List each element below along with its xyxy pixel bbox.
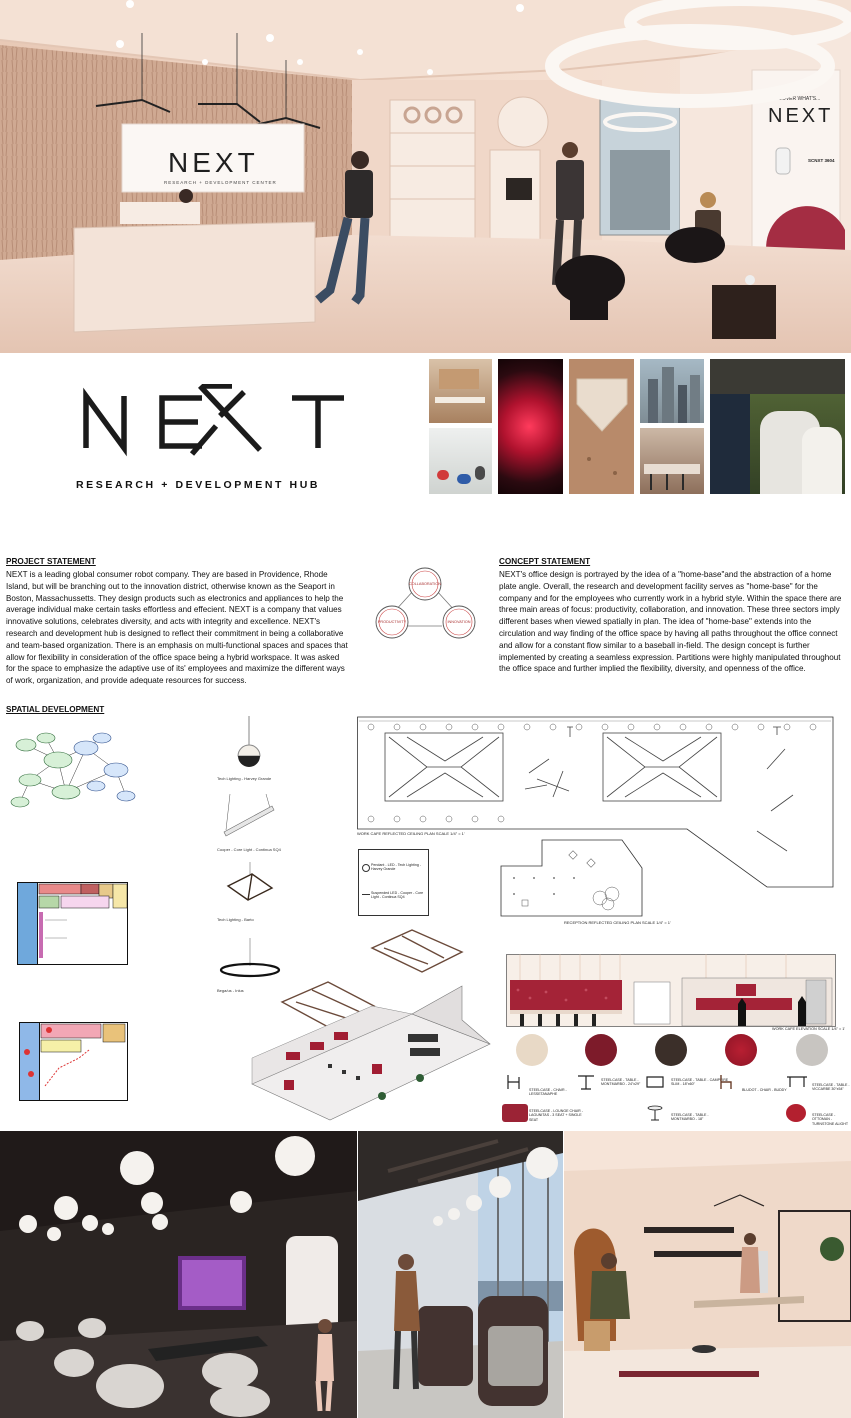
linear-suspended-icon — [220, 794, 280, 840]
brand-logo — [82, 384, 362, 458]
triad-label-collaboration: COLLABORATION — [409, 582, 441, 586]
swatch-grey-felt — [796, 1034, 828, 1066]
reception-plan-drawing — [500, 838, 690, 918]
poster-model: SCNXT 3604 — [808, 158, 835, 163]
triad-circles — [372, 566, 478, 640]
next-logo-mark — [82, 384, 362, 458]
furniture-pedestal-icon — [646, 1104, 664, 1122]
mood-image-baseball-dugout — [710, 359, 845, 494]
work-cafe-axonometric — [232, 924, 510, 1130]
swatch-red-fabric — [725, 1034, 757, 1066]
geometric-pendant-icon — [222, 862, 280, 912]
mood-image-kitchen — [429, 359, 492, 423]
furniture-chair-icon — [505, 1073, 523, 1091]
legend-suspended-text: Suspended LED - Cooper - Core Light - Continua SQ4 — [371, 891, 424, 900]
furniture-label-3: STEELCASE - TABLE - CAMPFIRE SLIM - 18"x60" — [671, 1078, 729, 1087]
window-lounge-render — [358, 1131, 563, 1418]
furniture-label-5: STEELCASE - TABLE - VICCARBE 30"x54" — [812, 1083, 850, 1092]
block-plan-1 — [17, 882, 129, 966]
hero-render — [0, 0, 851, 353]
ceiling-legend-box — [358, 849, 429, 916]
concept-statement-heading: CONCEPT STATEMENT — [499, 557, 591, 566]
poster-logo: NEXT — [768, 105, 834, 127]
light-label-2: Cooper - Core Light - Continua SQ4 — [217, 847, 281, 852]
lobby-render-illustration — [0, 0, 851, 353]
triad-label-productivity: PRODUCTIVITY — [377, 620, 407, 624]
bottom-renders — [0, 1131, 851, 1418]
furniture-ottoman-icon — [786, 1104, 806, 1122]
furniture-lounge-icon — [502, 1104, 528, 1122]
mood-image-skyline — [640, 359, 704, 423]
poster-top-text: DISCOVER WHAT'S... — [770, 96, 821, 102]
suspended-symbol-icon — [362, 894, 370, 895]
mood-image-bar — [640, 428, 704, 494]
swatch-walnut — [655, 1034, 687, 1066]
legend-pendant-text: Pendant - LED - Tech Lighting - Harvey Grande — [371, 863, 422, 872]
work-cafe-plan-label: WORK CAFE REFLECTED CEILING PLAN SCALE 1/4" = 1' — [357, 831, 465, 836]
concept-triad-diagram — [372, 566, 478, 640]
adjacency-bubbles — [6, 730, 138, 814]
furniture-label-7: STEELCASE - TABLE - MONTMARBO - 18" — [671, 1113, 709, 1122]
furniture-table-icon — [577, 1073, 595, 1091]
dark-cafe-render — [0, 1131, 357, 1418]
spatial-development-heading: SPATIAL DEVELOPMENT — [6, 705, 105, 714]
furniture-label-1: STEELCASE - CHAIR - LESSETANAPHE — [529, 1088, 567, 1097]
light-fixture-1 — [222, 716, 302, 776]
home-plate-shape — [569, 359, 634, 494]
work-cafe-elevation — [506, 954, 846, 1034]
furniture-bench-icon — [646, 1073, 664, 1091]
swatch-oak — [516, 1034, 548, 1066]
project-statement-heading: PROJECT STATEMENT — [6, 557, 96, 566]
light-label-1: Tech Lighting - Harvey Grande — [217, 776, 272, 781]
office-render — [564, 1131, 851, 1418]
furniture-label-2: STEELCASE - TABLE - MONTMARBO - 24"x29" — [601, 1078, 641, 1087]
elevation-drawing — [506, 954, 836, 1028]
block-plan-diagram — [17, 882, 129, 966]
furniture-label-4: BLUDOT - CHAIR - BUDDY — [742, 1088, 787, 1092]
sign-subtitle: RESEARCH + DEVELOPMENT CENTER — [164, 180, 277, 185]
mood-image-lounge — [429, 428, 492, 494]
furniture-label-6: STEELCASE - LOUNGE CHAIR - LAGUNITAS - 3 SEAT + SINGLE SEAT — [529, 1109, 583, 1122]
pendant-globe-icon — [222, 716, 302, 776]
triad-label-innovation: INNOVATION — [447, 620, 471, 624]
reception-plan-label: RECEPTION REFLECTED CEILING PLAN SCALE 1/4" = 1' — [564, 920, 671, 925]
block-plan-2 — [19, 1022, 129, 1102]
reception-ceiling-plan — [500, 838, 690, 930]
brand-tagline: RESEARCH + DEVELOPMENT HUB — [76, 479, 321, 491]
mood-image-red-powder — [498, 359, 563, 494]
furniture-label-8: STEELCASE - OTTOMAN - TURNSTONE ALIGHT — [812, 1113, 849, 1126]
furniture-wood-chair-icon — [717, 1073, 735, 1091]
light-label-3: Tech Lighting - Barto — [217, 917, 254, 922]
sign-logo: NEXT — [168, 147, 259, 178]
light-fixture-2 — [220, 794, 280, 840]
furniture-long-table-icon — [786, 1073, 808, 1091]
circulation-plan-diagram — [19, 1022, 129, 1102]
pendant-symbol-icon — [362, 864, 370, 872]
axonometric-drawing — [232, 924, 510, 1130]
project-statement-text: NEXT is a leading global consumer robot company. They are based in Providence, Rhode Island, but will be branching out to the innovation district, otherwise known as the Seaport in Boston, Massachussetts. They design products such as electronics and appliances to help the average individual make certain tasks effortless and effecient. NEXT is a company that values innovative solutions, celebrates diversity, and acts with integrity and excellence. NEXT's research and development hub is designed to reflect their commitment in being a collaborative and team-based organization. There is an emphasis on multi-functional spaces and spaces that allow for flexibility in consideration of the office space being a hybrid workspace. It was asked for the space to emphasize the adaptive use of its' employees and maximize the different ways of work, organization, and provide adequate resources for success. — [6, 570, 348, 686]
light-fixture-3 — [222, 862, 280, 912]
elevation-label: WORK CAFE ELEVATION SCALE 1/4" = 1' — [772, 1027, 846, 1031]
bubble-diagram — [6, 730, 138, 814]
light-label-4: Bega/us - Inlus — [217, 988, 244, 993]
concept-statement-text: NEXT's office design is portrayed by the idea of a "home-base"and the abstraction of a home plate angle. Overall, the research and development facility serves as "home-base" for the company and for the employees who currently work in a hybrid style. Within the space there are three main areas of focus: productivity, collaboration, and innovation. These three sectors imply different bases when viewed spatially in plan. The idea of "home-base" extends into the circulation and way finding of the office space by having all paths throughout the office connect and allow for a constant flow similar to a baseball in-field. The design concept is further implemented by creating a seamless expression. Partitions were highly manipulated throughout the office space and further implied the flexibility, diversity, and openness of the office. — [499, 570, 842, 674]
swatch-burgundy — [585, 1034, 617, 1066]
mood-image-home-plate — [569, 359, 634, 494]
